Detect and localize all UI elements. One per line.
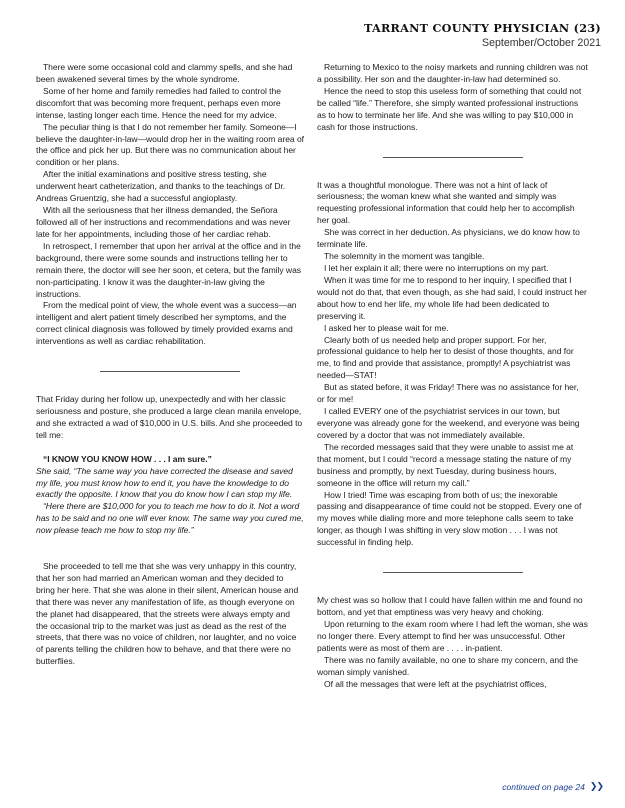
paragraph: The recorded messages said that they were unable to assist me at that moment, but I could “record a message stating the nature of my business and promptly, by next Tuesday, during business hours, someone in the office will return my call.” bbox=[317, 441, 574, 488]
paragraph: Hence the need to stop this useless form of something that could not be called “life.” Therefore, she simply wanted professional instructions as to how to terminate her life. And she was willing to pay $10,000 in cash for those instructions. bbox=[317, 85, 582, 132]
paragraph: But as stated before, it was Friday! There was no assistance for her, or for me! bbox=[317, 382, 579, 405]
paragraph: Clearly both of us needed help and proper support. For her, professional guidance to help her to desist of those thoughts, and for me, to find and provide that assistance, promptly! A psychiatrist was needed—STAT! bbox=[317, 334, 574, 381]
page-header bbox=[364, 21, 601, 49]
quote-heading: “I KNOW YOU KNOW HOW . . . I am sure.” bbox=[43, 453, 212, 464]
paragraph: I called EVERY one of the psychiatrist services in our town, but everyone was already gone for the weekend, and everyone was being covered by a doctor that was not immediately available. bbox=[317, 406, 580, 440]
paragraph: Some of her home and family remedies had failed to control the discomfort that was becoming more frequent, perhaps even more intense, lasting longer each time. Hence the need for my advice. bbox=[36, 85, 281, 120]
paragraph: After the initial examinations and positive stress testing, she underwent heart catheterization, and thanks to the teachings of Dr. Andreas Gruentzig, she had a successful angioplasty. bbox=[36, 169, 286, 204]
section-divider bbox=[383, 572, 523, 573]
paragraph: I asked her to please wait for me. bbox=[324, 322, 449, 333]
paragraph: Returning to Mexico to the noisy markets and running children was not a possibility. Her son and the daughter-in-law had determined so. bbox=[317, 62, 588, 84]
section-divider bbox=[383, 157, 523, 158]
paragraph: There were some occasional cold and clammy spells, and she had been awakened several times by the whole syndrome. bbox=[36, 62, 293, 84]
paragraph: The peculiar thing is that I do not remember her family. Someone—I believe the daughter-in-law—would drop her in the waiting room area of the office and pick her up. But there was no communication about her condition or her plans. bbox=[36, 121, 305, 168]
paragraph: She was correct in her deduction. As physicians, we do know how to terminate life. bbox=[317, 227, 580, 250]
double-chevron-right-icon: ❯❯ bbox=[589, 781, 603, 791]
paragraph: From the medical point of view, the whole event was a success—an intelligent and alert patient timely described her symptoms, and the correct clinical diagnosis was followed by timely provided exams and interventions as well as cardiac rehabilitation. bbox=[36, 300, 297, 347]
paragraph: With all the seriousness that her illness demanded, the Señora followed all of her instructions and recommendations and was never late for her appointments, including those of her cardiac rehab. bbox=[36, 205, 291, 239]
quote-paragraph: “Here there are $10,000 for you to teach me how to do it. Not a word has to be said and no one will ever know. The same way you cured me, now please teach me how to stop my life.” bbox=[36, 501, 304, 536]
section-divider bbox=[100, 371, 240, 372]
paragraph: She proceeded to tell me that she was very unhappy in this country, that her son had married an American woman and they decided to bring her here. That she was alone in their silent, American house and that there was never any manifestation of life, as though everyone on the planet had disappeared, that the streets were always empty and the occasional trip to the market was just as dead as the rest of the streets, that there was no voice of children, nor laughter, and no voice of parents telling the children how to behave, and that there were no butterflies. bbox=[36, 560, 299, 667]
continued-link[interactable] bbox=[502, 781, 603, 792]
right-column bbox=[317, 62, 588, 690]
paragraph: In retrospect, I remember that upon her arrival at the office and in the background, there were some sounds and instructions telling her to remain there, the doctor will see her soon, et cetera, but the family was non-participating. I know it was the daughter-in-law giving the instructions. bbox=[36, 240, 302, 299]
continued-label: continued on page 24 bbox=[502, 781, 585, 792]
paragraph: The solemnity in the moment was tangible. bbox=[324, 251, 485, 262]
paragraph: Of all the messages that were left at the psychiatrist offices, bbox=[324, 678, 547, 689]
paragraph: There was no family available, no one to share my concern, and the woman simply vanished. bbox=[317, 654, 578, 677]
paragraph: I let her explain it all; there were no interruptions on my part. bbox=[324, 262, 549, 273]
issue-date: September/October 2021 bbox=[482, 37, 601, 49]
paragraph: It was a thoughtful monologue. There was not a hint of lack of seriousness; the woman knew what she wanted and simply was requesting professional information that could help her to accomplish her goal. bbox=[317, 179, 575, 226]
paragraph: That Friday during her follow up, unexpectedly and with her classic seriousness and posture, she produced a large clean manila envelope, and she extracted a wad of $10,000 in U.S. bills. And she proceeded to tell me: bbox=[36, 394, 303, 440]
quote-paragraph: She said, “The same way you have corrected the disease and saved my life, you must know how to end it, you have the knowledge to do exactly the opposite. I know that you do know how I can stop my life. bbox=[36, 465, 293, 500]
paragraph: My chest was so hollow that I could have fallen within me and found no bottom, and yet that emptiness was very heavy and choking. bbox=[317, 595, 583, 618]
paragraph: Upon returning to the exam room where I had left the woman, she was no longer there. Every attempt to find her was unsuccessful. Other patients were as most of them are . . . . in-patient. bbox=[317, 618, 588, 653]
paragraph: How I tried! Time was escaping from both of us; the inexorable passing and disappearance of time could not be stopped. Every one of my moves while dialing more and more telephone calls seem to take longer, as though I was shifting in very slow motion . . . I was not successful in finding help. bbox=[317, 489, 582, 548]
left-column bbox=[36, 62, 304, 668]
paragraph: When it was time for me to respond to her inquiry, I specified that I would not do that, that even though, as she had said, I could instruct her about how to end her life, my whole life had been dedicated to preserving it. bbox=[317, 274, 587, 321]
publication-title: TARRANT COUNTY PHYSICIAN (23) bbox=[363, 21, 601, 35]
